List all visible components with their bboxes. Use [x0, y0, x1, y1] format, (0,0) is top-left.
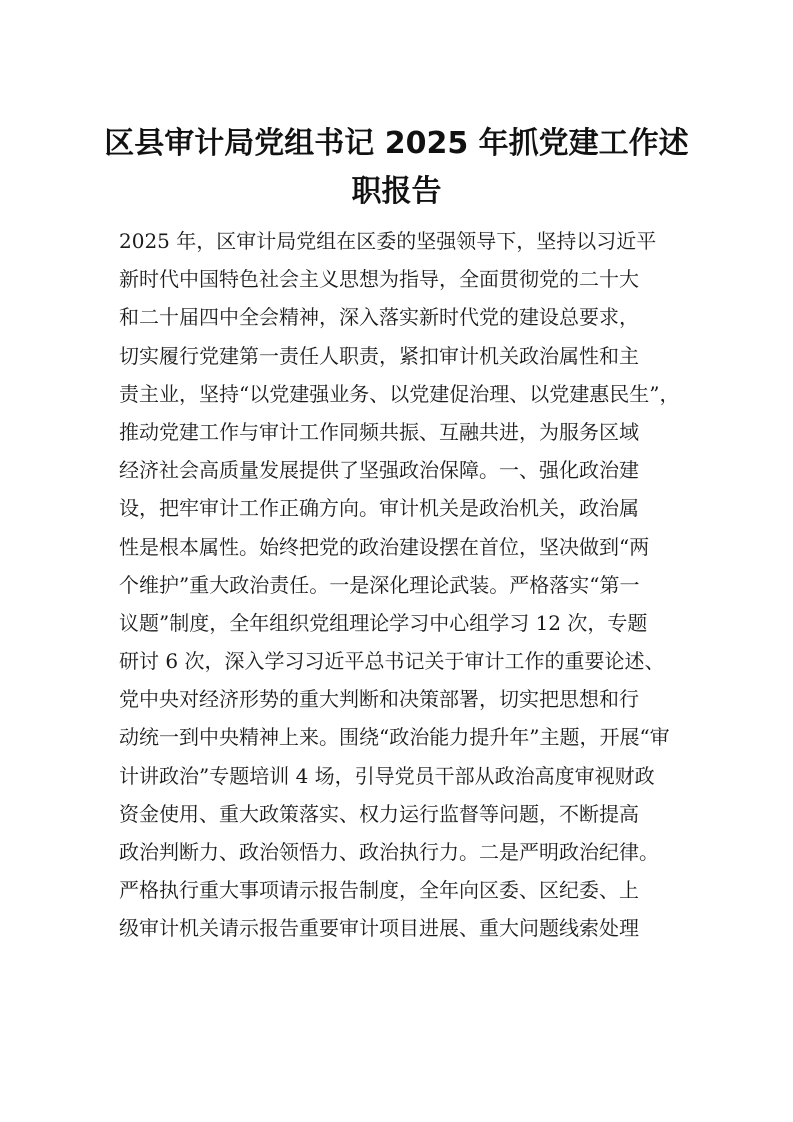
body-line-17: 政治判断力、政治领悟力、政治执行力。二是严明政治纪律。	[119, 840, 659, 864]
body-line-16: 资金使用、重大政策落实、权力运行监督等问题，不断提高	[119, 801, 639, 826]
document-title-line-1: 区县审计局党组书记 2025 年抓党建工作述	[104, 126, 689, 161]
body-line-19: 级审计机关请示报告重要审计项目进展、重大问题线索处理	[119, 916, 639, 941]
body-line-14: 动统一到中央精神上来。围绕“政治能力提升年”主题，开展“审	[119, 725, 670, 750]
body-line-7: 经济社会高质量发展提供了坚强政治保障。一、强化政治建	[119, 458, 639, 483]
body-line-2: 新时代中国特色社会主义思想为指导，全面贯彻党的二十大	[119, 267, 639, 292]
body-line-3: 和二十届四中全会精神，深入落实新时代党的建设总要求，	[119, 305, 639, 330]
body-line-1: 2025 年，区审计局党组在区委的坚强领导下，坚持以习近平	[119, 229, 657, 253]
body-line-18: 严格执行重大事项请示报告制度，全年向区委、区纪委、上	[119, 878, 639, 903]
body-line-4: 切实履行党建第一责任人职责，紧扣审计机关政治属性和主	[119, 343, 639, 368]
body-line-9: 性是根本属性。始终把党的政治建设摆在首位，坚决做到“两	[119, 534, 650, 559]
body-line-10: 个维护”重大政治责任。一是深化理论武装。严格落实“第一	[119, 572, 640, 597]
body-line-5: 责主业，坚持“以党建强业务、以党建促治理、以党建惠民生”，	[119, 381, 680, 406]
body-line-6: 推动党建工作与审计工作同频共振、互融共进，为服务区域	[119, 419, 639, 444]
document-body	[119, 222, 679, 948]
body-line-11: 议题”制度，全年组织党组理论学习中心组学习 12 次，专题	[119, 610, 648, 635]
body-line-12: 研讨 6 次，深入学习习近平总书记关于审计工作的重要论述、	[119, 649, 665, 674]
body-line-8: 设，把牢审计工作正确方向。审计机关是政治机关，政治属	[119, 496, 639, 521]
body-line-15: 计讲政治”专题培训 4 场，引导党员干部从政治高度审视财政	[119, 763, 655, 788]
document-title-line-2: 职报告	[351, 174, 442, 209]
body-line-13: 党中央对经济形势的重大判断和决策部署，切实把思想和行	[119, 687, 639, 712]
